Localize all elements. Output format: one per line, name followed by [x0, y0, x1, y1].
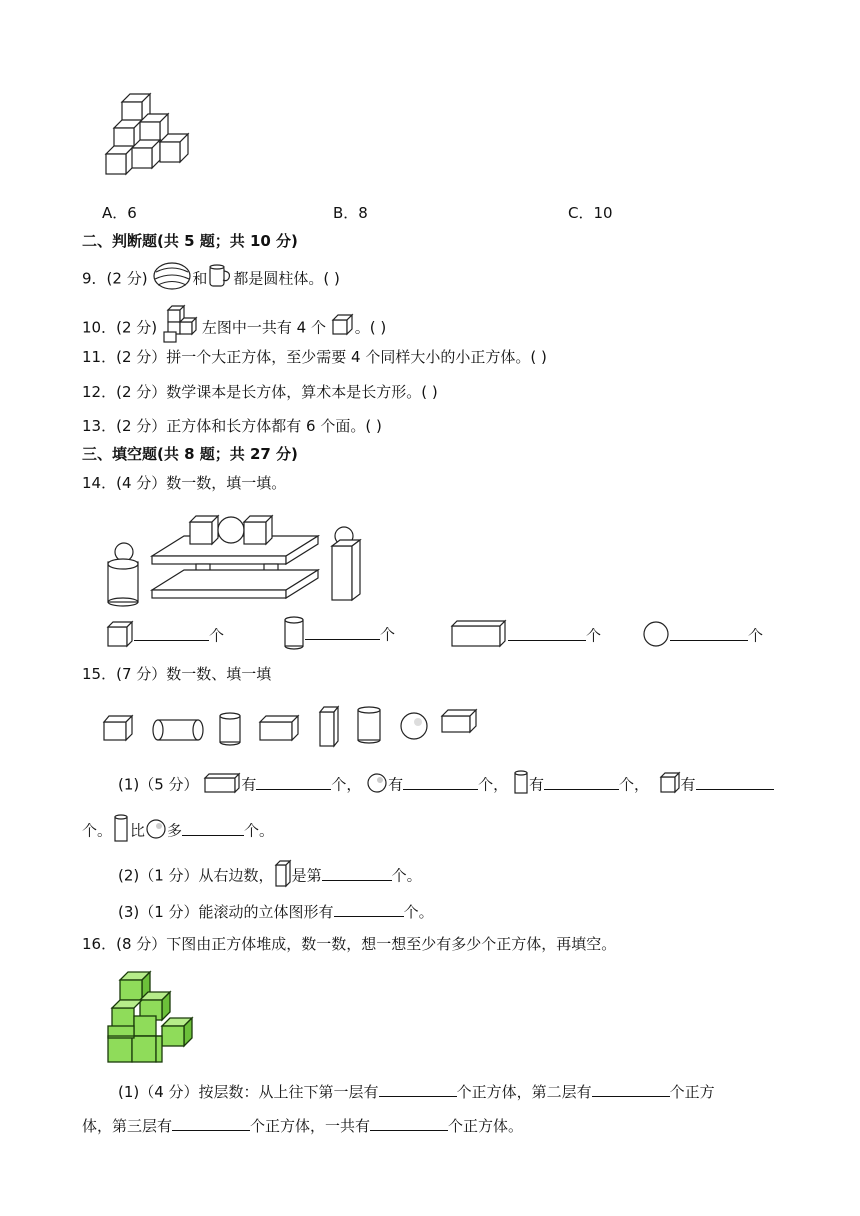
q15-part2 — [118, 860, 422, 892]
q16-blank-layer3[interactable] — [172, 1114, 250, 1131]
q16-line2-c: 个正方体。 — [448, 1117, 524, 1135]
upright-cylinder-icon-2 — [112, 814, 130, 848]
q15-line2-start: 个。 — [82, 821, 113, 840]
q15-solids-row — [102, 704, 482, 754]
q15-part3 — [118, 900, 434, 922]
q14-fill-cuboid — [450, 620, 601, 652]
q10-line — [82, 306, 386, 350]
q15-p1-prefix: (1)（5 分） — [118, 775, 199, 794]
q15-p2-prefix: (2)（1 分）从右边数， — [118, 866, 274, 885]
q16-part1-line2 — [82, 1114, 523, 1136]
q15-text: 15．(7 分）数一数、填一填 — [82, 665, 272, 683]
q8-cube-stack-figure — [100, 88, 215, 192]
q15-ge-1: 个， — [331, 775, 362, 794]
q15-ge-2: 个， — [478, 775, 509, 794]
q15-blank-diff[interactable] — [182, 819, 244, 836]
q10-mid: 左图中一共有 4 个 — [201, 318, 326, 337]
q15-you-1: 有 — [241, 775, 257, 794]
q14-text: 14．(4 分）数一数，填一填。 — [82, 474, 287, 492]
q15-you-3: 有 — [528, 775, 544, 794]
q10-prefix: 10．(2 分) — [82, 318, 158, 337]
q15-you-4: 有 — [680, 775, 696, 794]
q15-blank-cuboid[interactable] — [256, 773, 331, 790]
q14-cuboid-blank[interactable] — [508, 624, 586, 641]
q9-prefix: 9．(2 分) — [82, 269, 148, 288]
mug-icon — [207, 263, 233, 295]
q15-p3-text: (3)（1 分）能滚动的立体图形有 — [118, 903, 334, 921]
q14-fill-cube — [106, 620, 224, 652]
q15-duo: 多 — [167, 821, 183, 840]
q15-p3-end: 个。 — [403, 903, 434, 921]
small-cube-icon — [331, 314, 355, 342]
q9-suffix: 都是圆柱体。( ) — [233, 269, 340, 288]
q16-green-cube-stack — [104, 968, 200, 1072]
cube-icon — [106, 620, 134, 652]
q14-sphere-blank[interactable] — [670, 624, 748, 641]
q15-ge-3: 个， — [618, 775, 649, 794]
q14-fill-sphere — [642, 620, 763, 652]
q15-blank-cylinder[interactable] — [544, 773, 619, 790]
q14-unit-4: 个 — [748, 626, 764, 645]
four-cubes-icon — [162, 306, 202, 350]
q16-blank-layer1[interactable] — [379, 1080, 457, 1097]
q8-option-b: B．8 — [333, 204, 368, 222]
cube-small-icon — [659, 772, 681, 798]
q11-text: 11．(2 分）拼一个大正方体，至少需要 4 个同样大小的小正方体。( ) — [82, 348, 547, 366]
q8-option-c: C．10 — [568, 204, 613, 222]
ball-icon-2 — [145, 818, 167, 844]
q8-option-a: A．6 — [102, 204, 137, 222]
q14-cube-blank[interactable] — [134, 624, 209, 641]
q14-cylinder-blank[interactable] — [305, 623, 380, 640]
q15-you-2: 有 — [388, 775, 404, 794]
q14-unit-2: 个 — [380, 625, 396, 644]
q16-text: 16．(8 分）下图由正方体堆成，数一数，想一想至少有多少个正方体，再填空。 — [82, 935, 617, 953]
q15-bi: 比 — [130, 821, 146, 840]
q9-line — [82, 262, 340, 296]
q14-shelf-figure — [104, 508, 376, 616]
q15-part1-line1 — [118, 770, 774, 800]
q14-unit-1: 个 — [209, 626, 225, 645]
q16-part1-line1 — [118, 1080, 715, 1102]
q13-text: 13．(2 分）正方体和长方体都有 6 个面。( ) — [82, 417, 382, 435]
q14-fill-cylinder — [283, 616, 395, 654]
q16-p1-b: 个正方 — [669, 1083, 715, 1101]
q16-line2-b: 个正方体，一共有 — [250, 1117, 371, 1135]
q16-p1-a: 个正方体，第二层有 — [456, 1083, 592, 1101]
sphere-icon — [642, 620, 670, 652]
section3-title: 三、填空题(共 8 题；共 27 分) — [82, 445, 298, 463]
cylinder-icon — [283, 616, 305, 654]
tall-cuboid-icon — [274, 860, 292, 892]
q15-p2-mid: 是第 — [291, 866, 322, 885]
q15-part1-line2 — [82, 814, 274, 848]
q16-line2-a: 体，第三层有 — [82, 1117, 173, 1135]
section2-title: 二、判断题(共 5 题；共 10 分) — [82, 232, 298, 250]
q10-suffix: 。( ) — [354, 318, 387, 337]
q15-blank-ball[interactable] — [403, 773, 478, 790]
q14-unit-3: 个 — [586, 626, 602, 645]
q15-blank-roll[interactable] — [334, 900, 404, 917]
q16-p1-prefix: (1)（4 分）按层数：从上往下第一层有 — [118, 1083, 379, 1101]
q15-ge-end: 个。 — [244, 821, 275, 840]
q15-p2-end: 个。 — [391, 866, 422, 885]
q15-blank-cube[interactable] — [696, 773, 774, 790]
volleyball-icon — [152, 262, 192, 296]
flat-cuboid-icon — [203, 772, 241, 798]
q16-blank-layer2[interactable] — [592, 1080, 670, 1097]
q12-text: 12．(2 分）数学课本是长方体，算术本是长方形。( ) — [82, 383, 438, 401]
q15-blank-position[interactable] — [322, 864, 392, 881]
cuboid-icon — [450, 620, 508, 652]
q16-blank-total[interactable] — [370, 1114, 448, 1131]
upright-cylinder-icon — [513, 770, 529, 800]
ball-icon — [366, 772, 388, 798]
q9-mid: 和 — [192, 269, 208, 288]
